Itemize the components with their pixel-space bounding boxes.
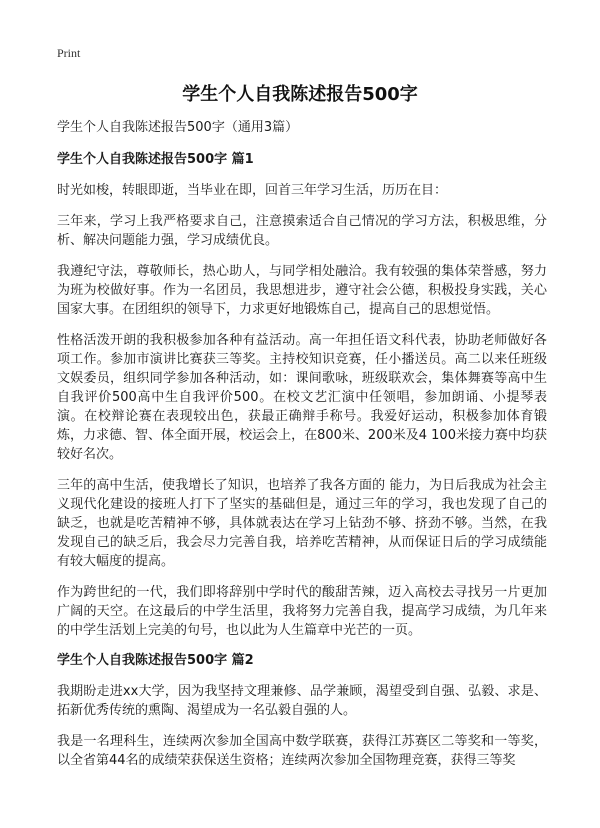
paragraph: 我遵纪守法，尊敬师长，热心助人，与同学相处融洽。我有较强的集体荣誉感，努力为班为校做好事。作为一名团员，我思想进步，遵守社会公德，积极投身实践，关心国家大事。在团组织的领导下，力求更好地锻炼自己，提高自己的思想觉悟。 (57, 264, 547, 317)
page-title: 学生个人自我陈述报告500字 (182, 84, 418, 105)
section-1 (57, 151, 547, 640)
paragraph: 三年来，学习上我严格要求自己，注意摸索适合自己情况的学习方法，积极思维，分析、解决问题能力强，学习成绩优良。 (57, 214, 547, 248)
paragraph: 我期盼走进xx大学，因为我坚持文理兼修、品学兼顾，渴望受到自强、弘毅、求是、拓新优秀传统的熏陶、渴望成为一名弘毅自强的人。 (57, 684, 547, 718)
document-body (57, 119, 547, 782)
paragraph: 时光如梭，转眼即逝，当毕业在即，回首三年学习生活，历历在目： (57, 183, 448, 198)
document-subtitle: 学生个人自我陈述报告500字（通用3篇） (57, 120, 299, 135)
paragraph: 作为跨世纪的一代，我们即将辞别中学时代的酸甜苦辣，迈入高校去寻找另一片更加广阔的天空。在这最后的中学生活里，我将努力完善自我，提高学习成绩，为几年来的中学生活划上完美的句号，也以此为人生篇章中光芒的一页。 (57, 585, 547, 638)
section-heading: 学生个人自我陈述报告500字 篇1 (57, 152, 254, 167)
paragraph: 三年的高中生活，使我增长了知识，也培养了我各方面的 能力，为日后我成为社会主义现代化建设的接班人打下了坚实的基础但是，通过三年的学习，我也发现了自己的缺乏，也就是吃苦精神不够，具体就表达在学习上钻劲不够、挤劲不够。当然，在我发现自己的缺乏后，我会尽力完善自我，培养吃苦精神，从而保证日后的学习成绩能有较大幅度的提高。 (57, 478, 547, 569)
paragraph: 性格活泼开朗的我积极参加各种有益活动。高一年担任语文科代表，协助老师做好各项工作。参加市演讲比赛获三等奖。主持校知识竞赛，任小播送员。高二以来任班级文娱委员，组织同学参加各种活动，如：课间歌咏，班级联欢会，集体舞赛等高中生自我评价500高中生自我评价500。在校文艺汇演中任领唱，参加朗诵、小提琴表演。在校辩论赛在表现较出色，获最正确辩手称号。我爱好运动，积极参加体育锻炼，力求德、智、体全面开展，校运会上，在800米、200米及4 100米接力赛中均获较好名次。 (57, 333, 547, 462)
section-2 (57, 652, 547, 770)
print-label[interactable]: Print (57, 46, 81, 60)
paragraph: 我是一名理科生，连续两次参加全国高中数学联赛，获得江苏赛区二等奖和一等奖，以全省第44名的成绩荣获保送生资格；连续两次参加全国物理竞赛，获得三等奖 (57, 734, 547, 768)
section-heading: 学生个人自我陈述报告500字 篇2 (57, 653, 254, 668)
